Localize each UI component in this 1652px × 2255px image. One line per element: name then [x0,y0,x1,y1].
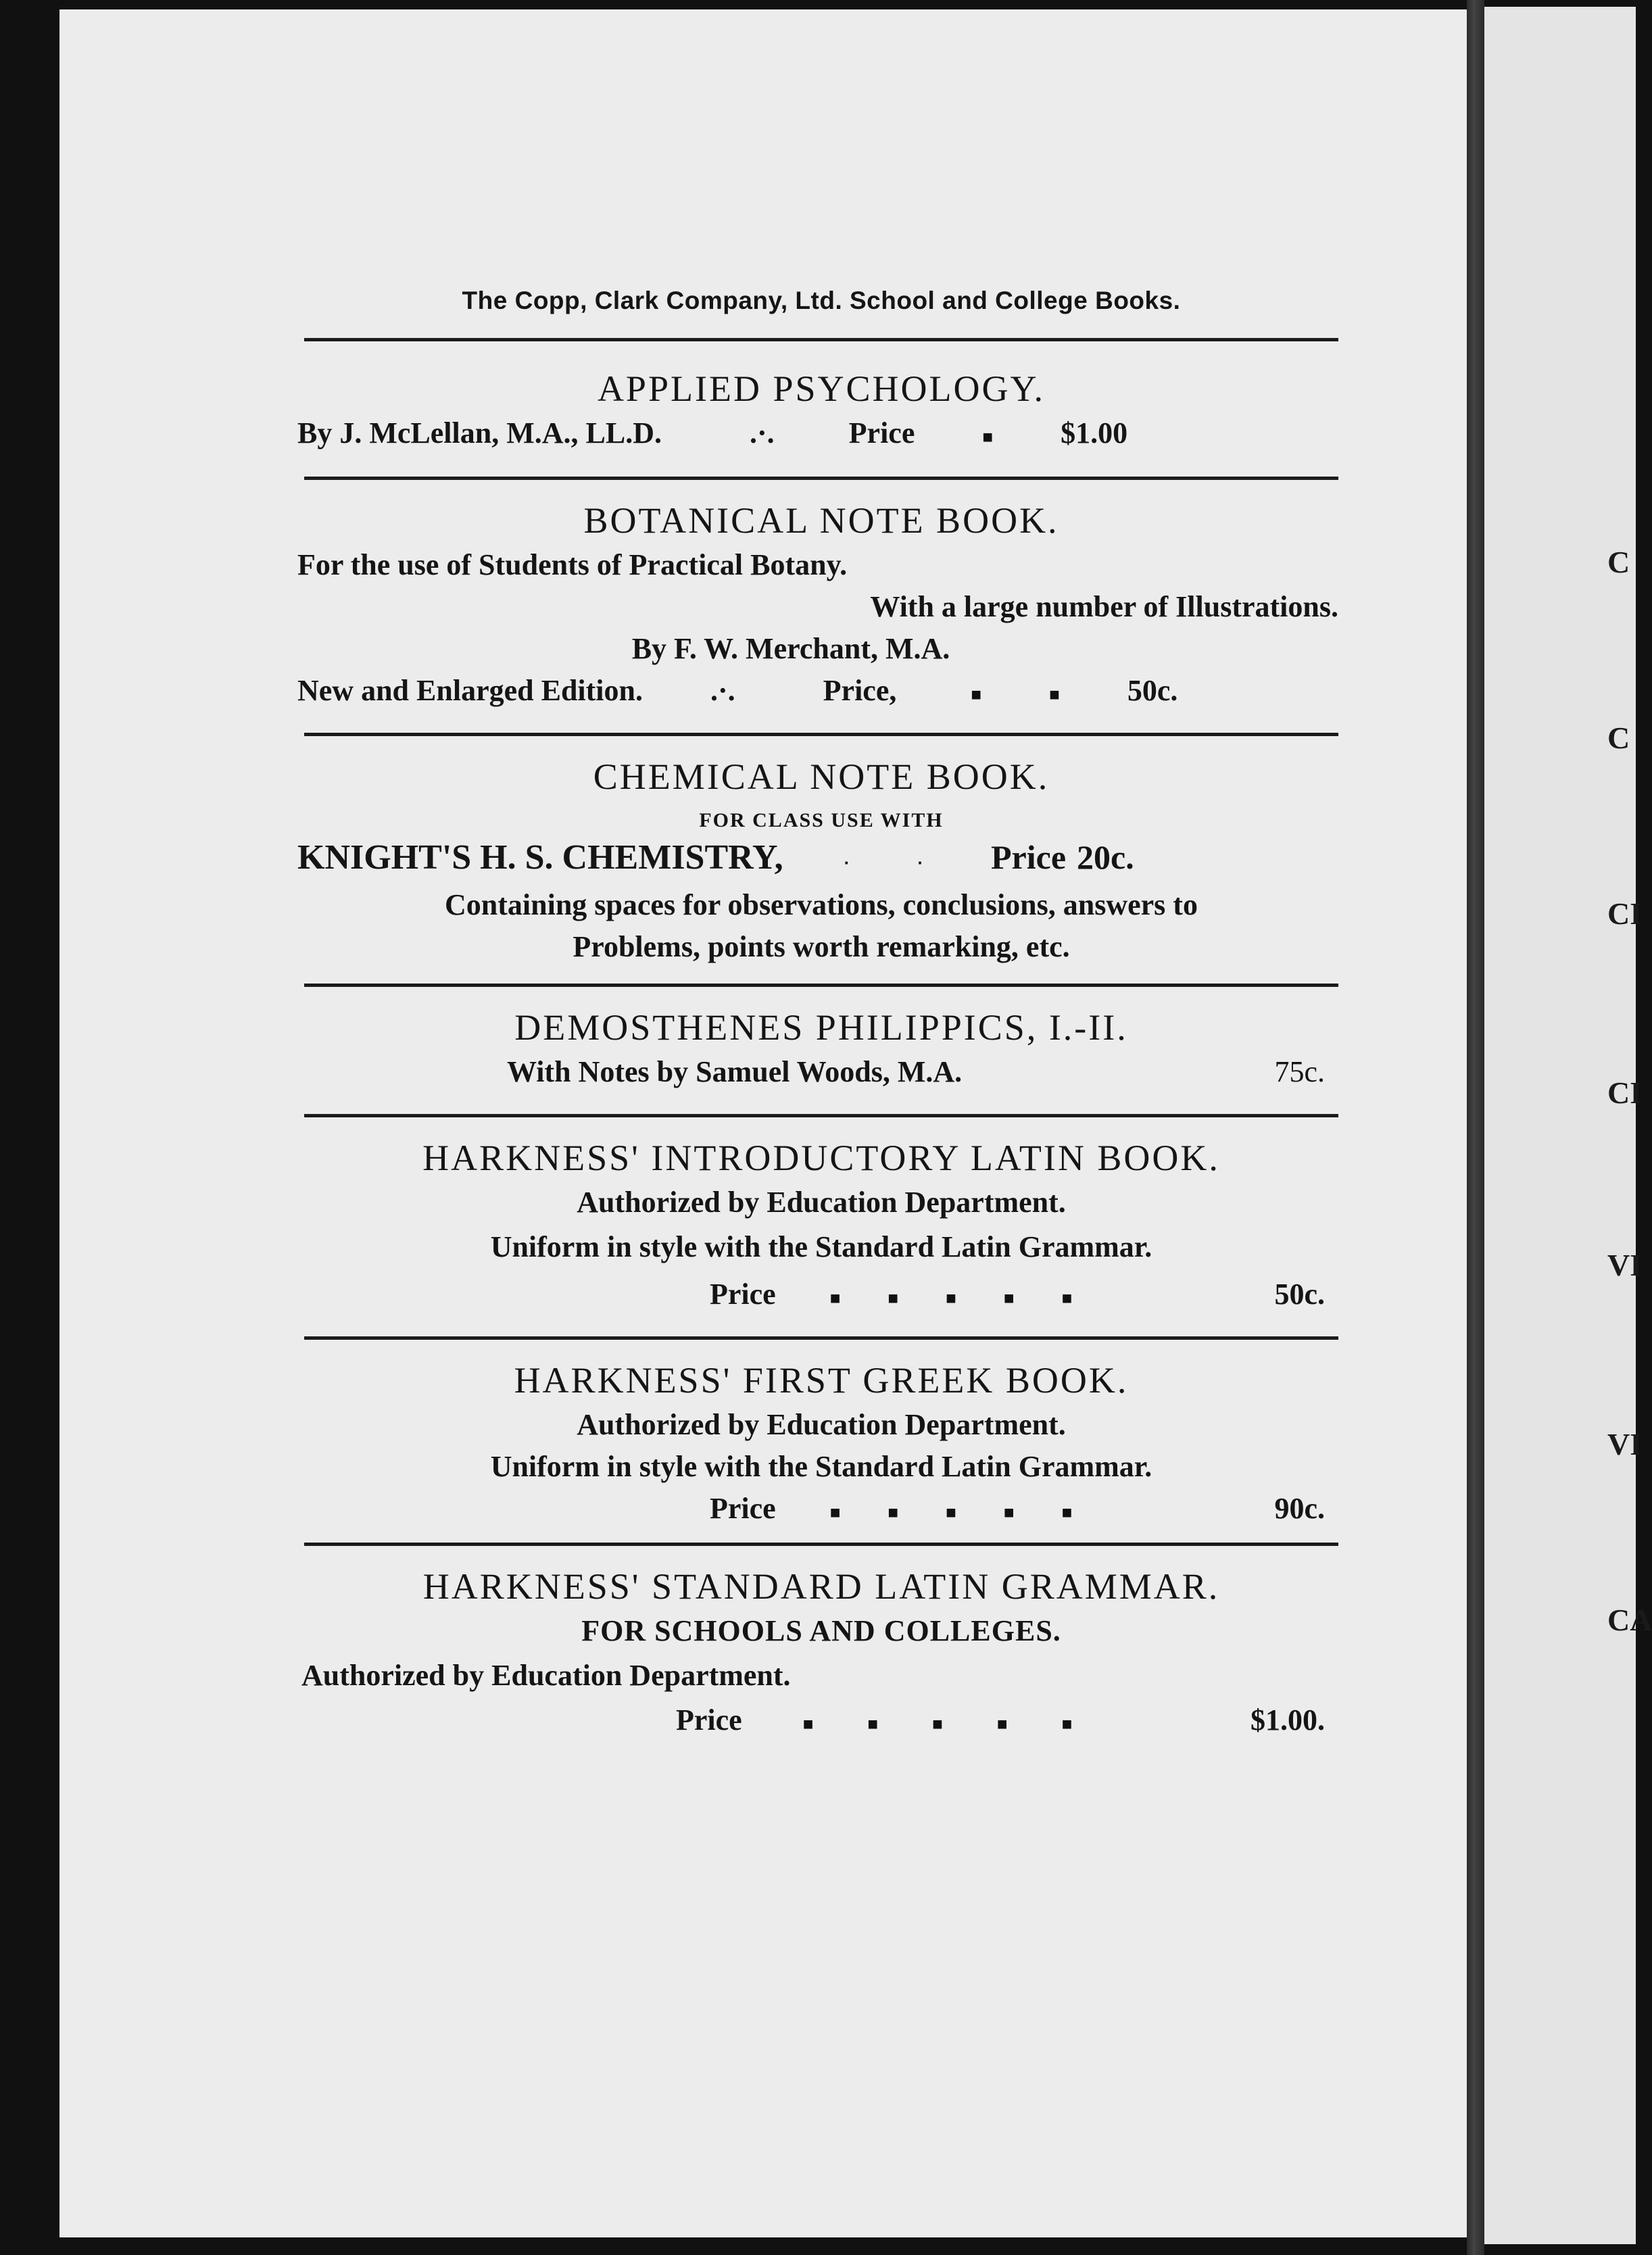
leader-dot: ■ [888,1288,899,1308]
book-description: Authorized by Education Department. [301,1659,791,1692]
leader-dot: ■ [1061,1714,1073,1734]
book-title: BOTANICAL NOTE BOOK. [583,500,1059,541]
leader-dot: ■ [1061,1503,1073,1522]
leader-dot: ■ [1003,1503,1015,1522]
price-label: Price [710,1492,776,1525]
book-price-row [304,1054,1338,1099]
divider [304,984,1338,987]
leader-dot: ■ [802,1714,814,1734]
book-price-row [304,1703,1338,1747]
price: 50c. [1274,1278,1325,1311]
book-title: HARKNESS' FIRST GREEK BOOK. [514,1360,1129,1401]
facing-page-letter: CA [1607,1603,1652,1637]
divider [304,1543,1338,1546]
leader-dot: · [844,852,850,873]
book-title: HARKNESS' INTRODUCTORY LATIN BOOK. [422,1138,1220,1178]
book-description: For the use of Students of Practical Botany. [297,548,848,581]
leader-dot: ■ [971,685,982,704]
separator: .·. [710,674,735,707]
facing-page-edge [1484,7,1636,2244]
book-subtitle: FOR CLASS USE WITH [699,809,944,831]
facing-page-letter: CI [1607,1075,1643,1110]
leader-dot: ■ [946,1503,956,1522]
divider [304,1114,1338,1117]
book-title: HARKNESS' STANDARD LATIN GRAMMAR. [422,1566,1220,1607]
book-description: With a large number of Illustrations. [870,590,1338,623]
book-price-row [304,1491,1338,1533]
divider [304,477,1338,480]
companion-title: KNIGHT'S H. S. CHEMISTRY, [297,838,783,877]
separator: .·. [749,416,775,450]
price-label: Price [991,838,1067,876]
book-description: Authorized by Education Department. [577,1186,1066,1219]
price: $1.00. [1250,1703,1325,1737]
author-line: By J. McLellan, M.A., LL.D. [297,416,662,450]
book-description: Authorized by Education Department. [577,1408,1066,1441]
book-price-row [297,673,1338,718]
edition-note: New and Enlarged Edition. [297,674,643,707]
leader-dot: ■ [829,1503,841,1522]
divider [304,338,1338,341]
facing-page-letter: C [1607,545,1630,579]
price-label: Price, [823,674,897,707]
price-label: Price [676,1703,742,1737]
price: 75c. [1274,1055,1325,1088]
leader-dot: ■ [982,427,994,447]
leader-dot: ■ [867,1714,879,1734]
facing-page-letter: CI [1607,896,1643,931]
book-price-row [297,838,1338,888]
facing-page-letter: C [1607,721,1630,755]
publisher-header: The Copp, Clark Company, Ltd. School and College Books. [462,287,1181,314]
price: 50c. [1127,674,1178,707]
leader-dot: ■ [888,1503,899,1522]
book-gutter [1467,0,1484,2255]
divider [304,733,1338,736]
author-line: With Notes by Samuel Woods, M.A. [507,1055,963,1088]
leader-dot: ■ [996,1714,1008,1734]
leader-dot: ■ [829,1288,841,1308]
book-list [297,277,1338,1747]
price: 90c. [1274,1492,1325,1525]
leader-dot: ■ [1003,1288,1015,1308]
price: 20c. [1077,838,1134,876]
book-description: Problems, points worth remarking, etc. [573,930,1070,963]
price-label: Price [710,1278,776,1311]
book-subtitle: FOR SCHOOLS AND COLLEGES. [581,1614,1061,1647]
leader-dot: ■ [1049,685,1060,704]
facing-page-letter: VI [1607,1248,1643,1282]
author-line: By F. W. Merchant, M.A. [631,632,950,665]
price-label: Price [848,416,915,450]
book-description: Containing spaces for observations, conclusions, answers to [445,888,1198,921]
book-price-row [304,1277,1338,1324]
leader-dot: ■ [946,1288,956,1308]
divider [304,1336,1338,1340]
book-description: Uniform in style with the Standard Latin Grammar. [490,1230,1152,1263]
book-title: DEMOSTHENES PHILIPPICS, I.-II. [514,1007,1128,1048]
price: $1.00 [1061,416,1128,450]
book-title: APPLIED PSYCHOLOGY. [597,368,1046,409]
book-price-row [297,416,1338,463]
book-description: Uniform in style with the Standard Latin Grammar. [490,1450,1152,1483]
facing-page-letter: VI [1607,1427,1643,1461]
leader-dot: ■ [1061,1288,1073,1308]
leader-dot: ■ [932,1714,943,1734]
leader-dot: · [917,852,923,873]
book-title: CHEMICAL NOTE BOOK. [593,756,1050,797]
